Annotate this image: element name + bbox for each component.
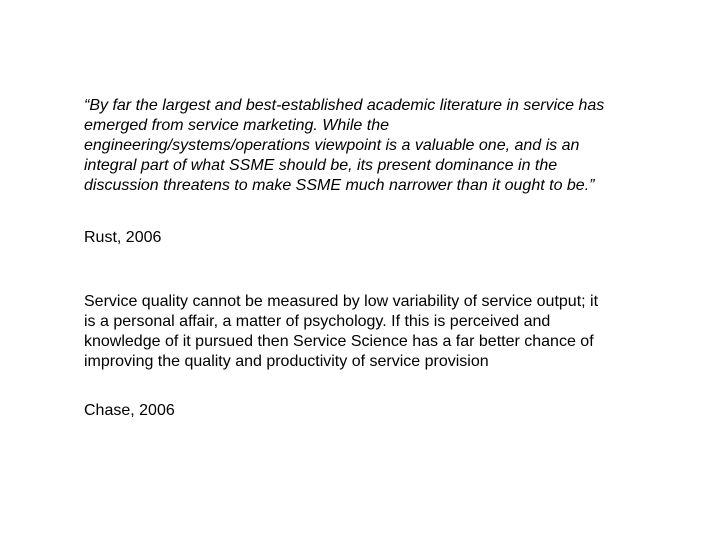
quote-line: integral part of what SSME should be, its present dominance in the <box>84 157 558 174</box>
citation-chase: Chase, 2006 <box>84 402 175 419</box>
quote-line: engineering/systems/operations viewpoint is a valuable one, and is an <box>84 137 580 154</box>
citation-rust: Rust, 2006 <box>84 229 162 246</box>
quote-line: knowledge of it pursued then Service Science has a far better chance of <box>84 333 594 350</box>
quote-line: “By far the largest and best-established academic literature in service has <box>84 97 605 114</box>
quote-line: is a personal affair, a matter of psychology. If this is perceived and <box>84 313 551 330</box>
quote-chase <box>84 292 684 372</box>
quote-rust <box>84 96 684 196</box>
quote-line: improving the quality and productivity of service provision <box>84 353 489 370</box>
quote-line: Service quality cannot be measured by low variability of service output; it <box>84 293 599 310</box>
quote-line: discussion threatens to make SSME much narrower than it ought to be.” <box>84 177 595 194</box>
quote-line: emerged from service marketing. While the <box>84 117 389 134</box>
